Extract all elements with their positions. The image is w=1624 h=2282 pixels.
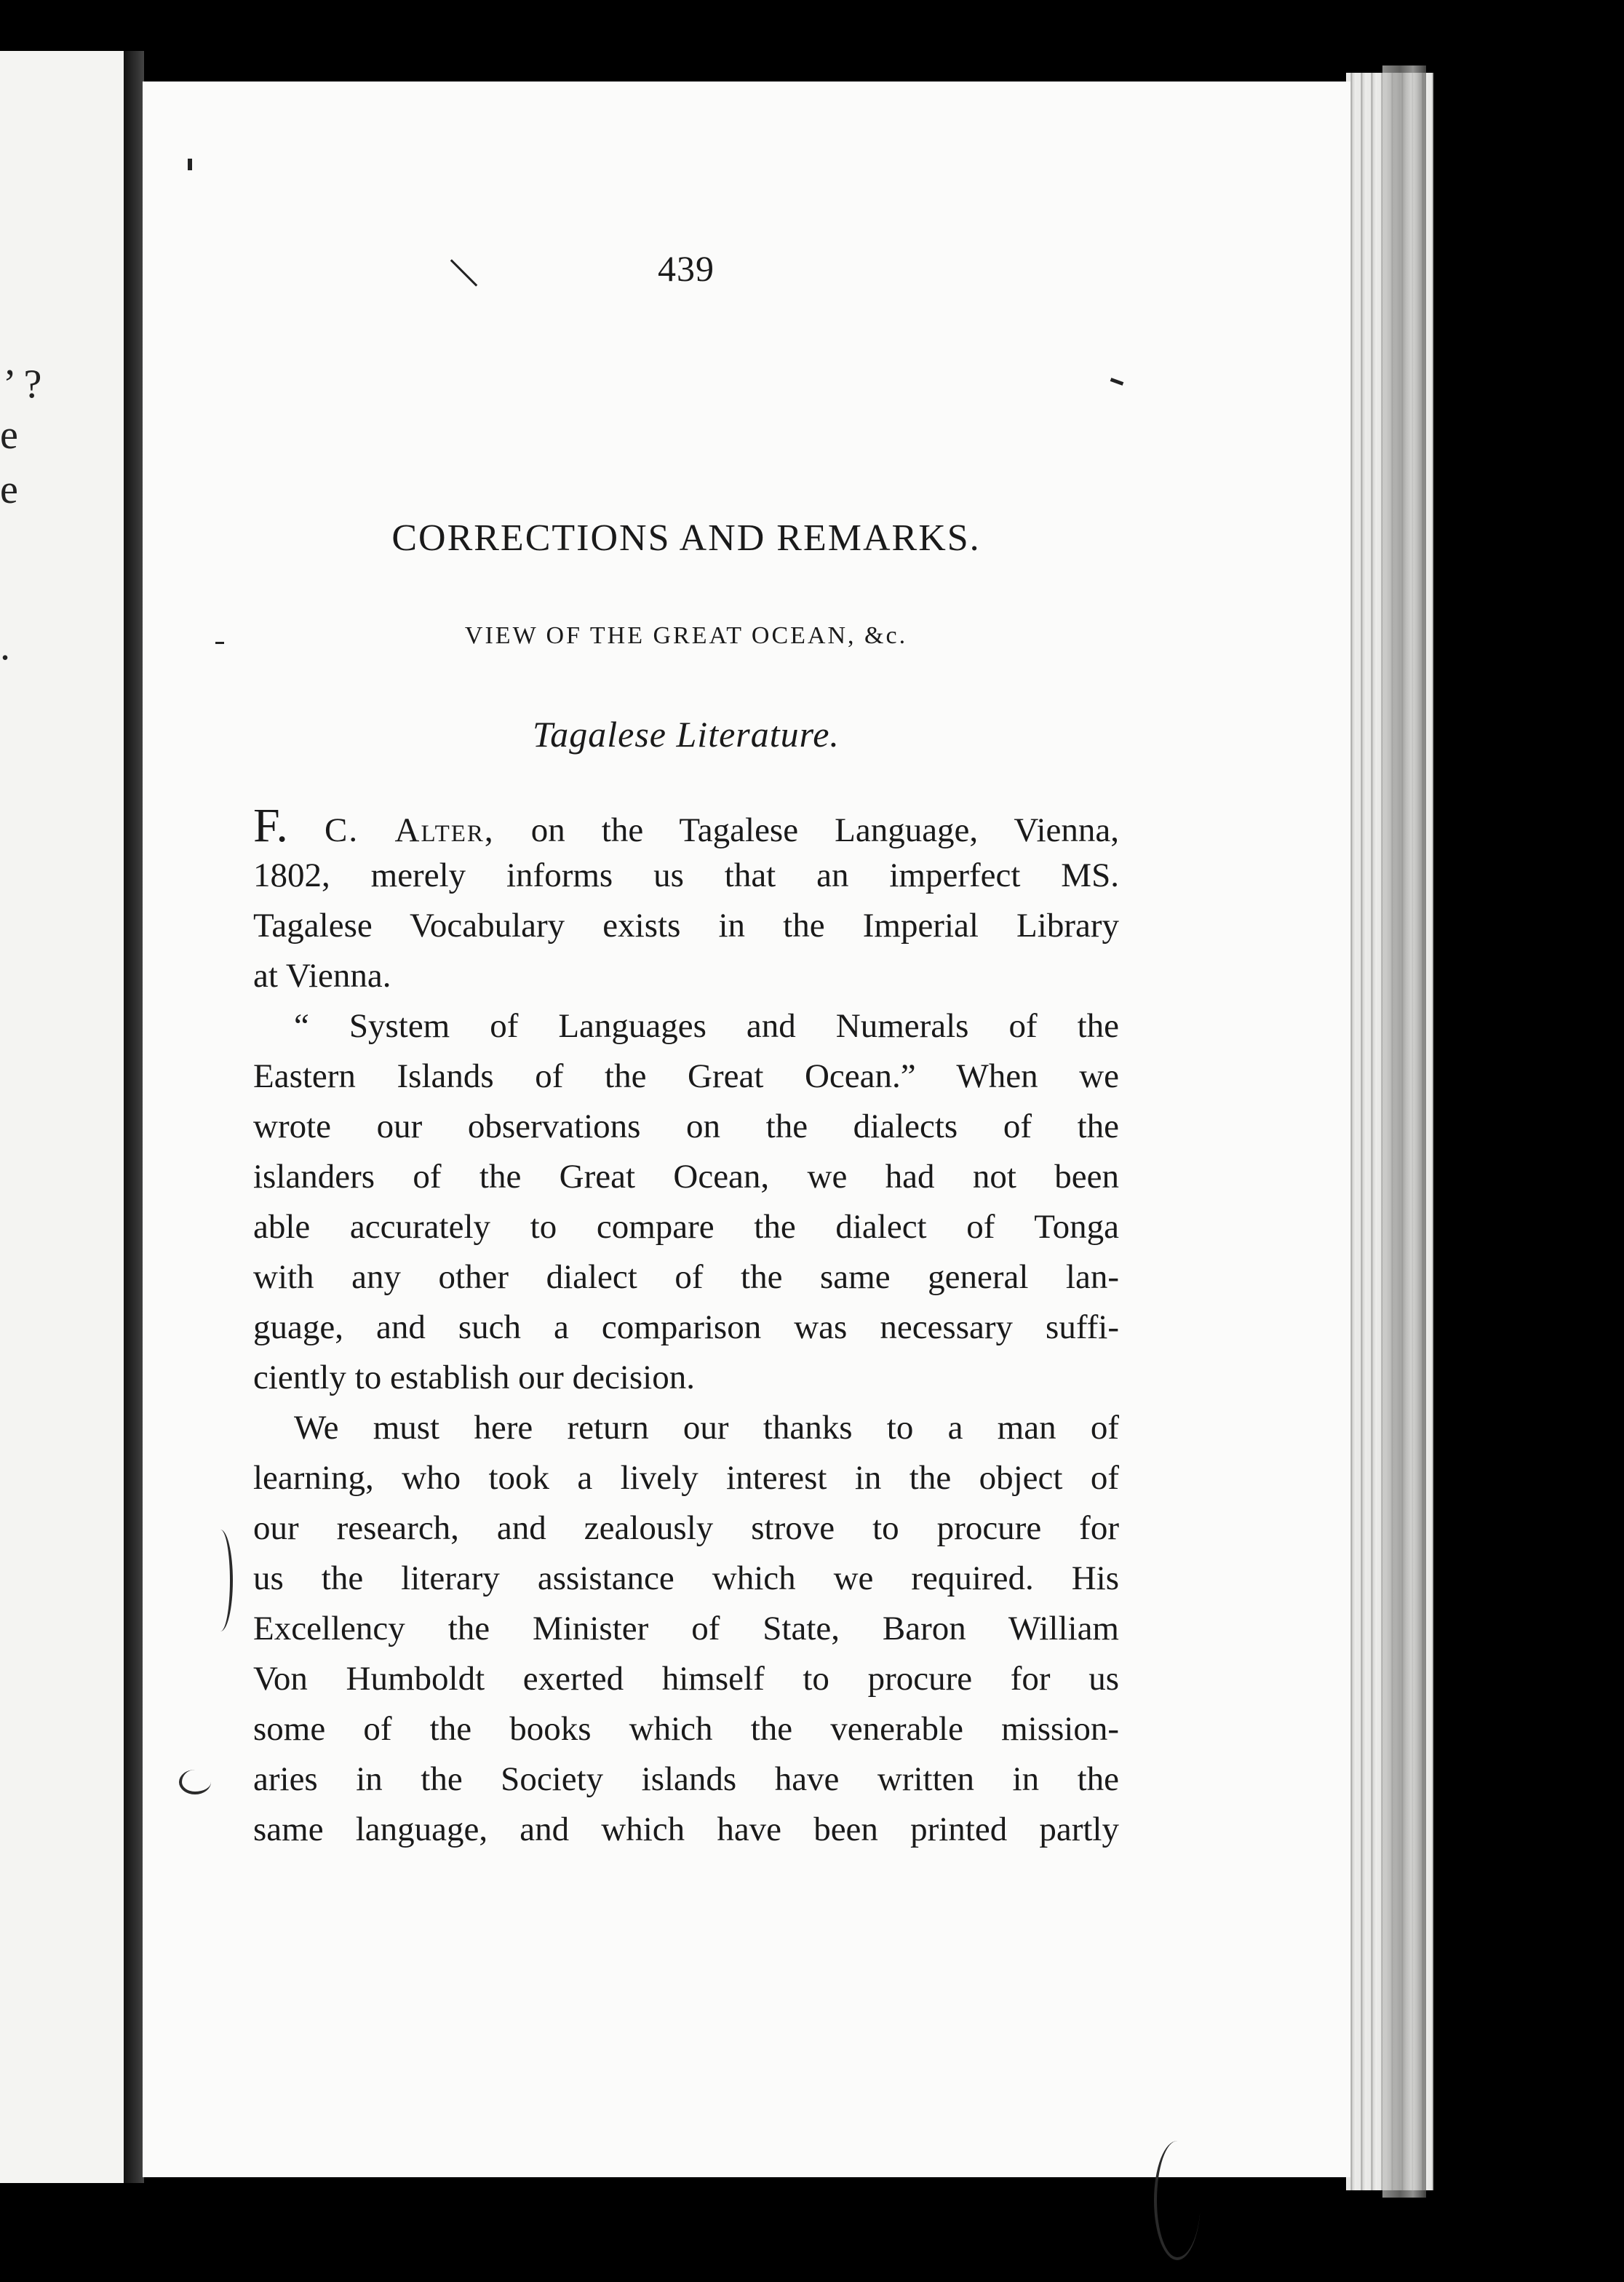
ink-speck [215,642,224,644]
paragraph-line: with any other dialect of the same general lan- [253,1258,1119,1296]
paragraph-line: 1802, merely informs us that an imperfect MS. [253,856,1119,894]
paragraph-line: aries in the Society islands have written in the [253,1760,1119,1798]
book-gutter-shadow [124,51,144,2183]
paragraph-line: “ System of Languages and Numerals of the [294,1007,1119,1045]
left-page-fragment: e [0,467,18,512]
paragraph-line: same language, and which have been printed partly [253,1810,1119,1848]
pencil-tick-mark [179,1770,211,1794]
paragraph-line: Tagalese Vocabulary exists in the Imperial Library [253,907,1119,945]
left-page-fragment: e [0,413,18,458]
paragraph-alter [253,800,1119,1001]
section-heading: Tagalese Literature. [533,714,840,755]
paragraph-line: guage, and such a comparison was necessary suffi- [253,1308,1119,1346]
page-subtitle: VIEW OF THE GREAT OCEAN, &c. [464,622,908,649]
paragraph-line: our research, and zealously strove to procure for [253,1509,1119,1547]
left-page-fragment: . [0,624,10,669]
paragraph-line: We must here return our thanks to a man of [294,1409,1119,1447]
paragraph-line: learning, who took a lively interest in the object of [253,1459,1119,1497]
page-number: 439 [658,248,715,289]
paragraph-line: Von Humboldt exerted himself to procure for us [253,1660,1119,1698]
paragraph-line: Excellency the Minister of State, Baron William [253,1610,1119,1647]
paragraph-line: islanders of the Great Ocean, we had not been [253,1158,1119,1196]
paragraph-line: at Vienna. [253,957,391,995]
paragraph-thanks [253,1403,1119,1855]
paragraph-system-of-languages [253,1001,1119,1403]
paragraph-line: Eastern Islands of the Great Ocean.” When we [253,1057,1119,1095]
line-text: on the Tagalese Language, Vienna, [530,811,1120,849]
paragraph-line: able accurately to compare the dialect of Tonga [253,1208,1119,1246]
pencil-bracket-mark [208,1530,233,1631]
page-edge-shadow [1382,65,1426,2198]
pencil-bracket-mark [1154,2141,1201,2260]
author-name: C. Alter, [324,811,495,849]
ink-speck [188,159,192,170]
page-title: CORRECTIONS AND REMARKS. [391,517,981,559]
left-page-fragment: ’ ? [3,362,42,407]
ink-speck [1110,378,1124,386]
drop-cap: F. [253,799,288,852]
paragraph-line: ciently to establish our decision. [253,1359,695,1396]
paragraph-line: wrote our observations on the dialects of the [253,1108,1119,1145]
left-facing-page [0,51,131,2183]
paragraph-line: some of the books which the venerable mission- [253,1710,1119,1748]
paragraph-line [253,800,1119,851]
paragraph-line: us the literary assistance which we required. His [253,1559,1119,1597]
